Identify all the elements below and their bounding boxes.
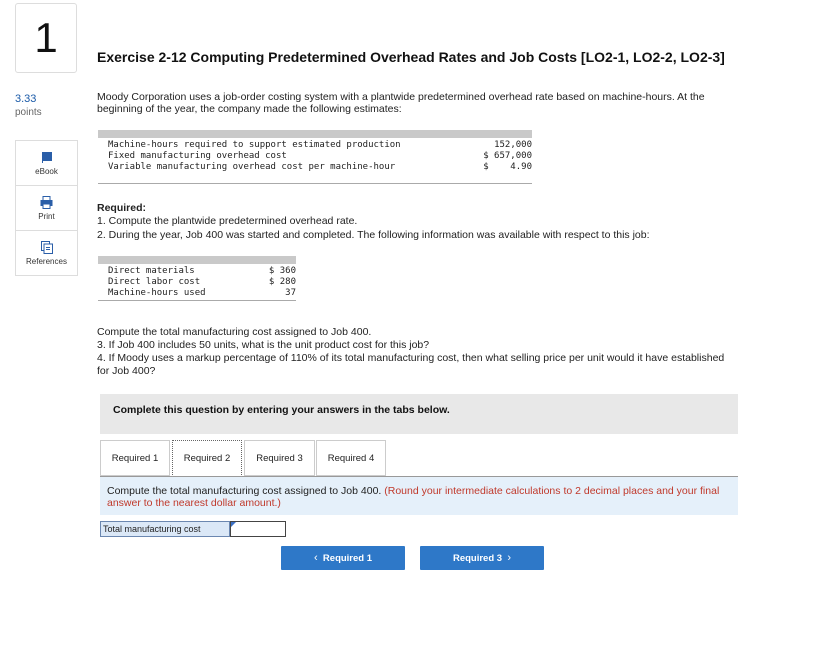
sidebar-item-label: Print	[38, 211, 55, 221]
prev-required-button[interactable]	[281, 546, 405, 570]
sidebar-item-print[interactable]	[16, 186, 77, 231]
table-row	[98, 266, 296, 277]
tab-required-4[interactable]: Required 4	[316, 440, 386, 476]
complete-banner	[100, 394, 738, 434]
table-row	[98, 288, 296, 299]
table-row	[98, 140, 532, 151]
instruction-panel	[100, 477, 738, 515]
sidebar-item-references[interactable]	[16, 231, 77, 275]
requirement-4-line-2: for Job 400?	[97, 365, 156, 377]
table-row	[98, 277, 296, 288]
table-row	[98, 162, 532, 173]
job-value: $ 360	[268, 266, 296, 276]
estimate-label: Machine-hours required to support estimated production	[108, 140, 401, 150]
question-number: 1	[15, 3, 77, 73]
input-flag-icon	[231, 522, 236, 527]
job-value: $ 280	[268, 277, 296, 287]
sidebar-tools	[15, 140, 78, 276]
sidebar-item-label: References	[26, 256, 67, 266]
points-value: 3.33	[15, 93, 37, 105]
requirement-4-line-1: 4. If Moody uses a markup percentage of 110% of its total manufacturing cost, then what selling price per unit would it have established	[97, 352, 725, 364]
tab-required-3[interactable]: Required 3	[244, 440, 315, 476]
estimate-label: Variable manufacturing overhead cost per machine-hour	[108, 162, 396, 172]
job-label: Direct labor cost	[108, 277, 201, 287]
tab-required-2[interactable]: Required 2	[172, 440, 242, 477]
requirement-3: 3. If Job 400 includes 50 units, what is the unit product cost for this job?	[97, 339, 430, 351]
references-icon	[41, 241, 53, 254]
intro-line-2: beginning of the year, the company made the following estimates:	[97, 103, 402, 115]
instruction-text: Compute the total manufacturing cost assigned to Job 400.	[107, 485, 382, 497]
job-table	[98, 256, 296, 301]
next-button-label: Required 3	[452, 553, 503, 564]
book-icon	[41, 151, 53, 164]
job-value: 37	[285, 288, 296, 298]
requirement-1: 1. Compute the plantwide predetermined overhead rate.	[97, 215, 358, 227]
estimate-label: Fixed manufacturing overhead cost	[108, 151, 287, 161]
sidebar-item-ebook[interactable]	[16, 141, 77, 186]
prev-button-label: Required 1	[322, 553, 373, 564]
estimate-value: 152,000	[494, 140, 532, 150]
chevron-left-icon: ‹	[313, 552, 318, 564]
answer-label: Total manufacturing cost	[100, 521, 230, 537]
requirement-2: 2. During the year, Job 400 was started and completed. The following information was available with respect to this job:	[97, 229, 650, 241]
estimate-value: $ 4.90	[483, 162, 532, 172]
chevron-right-icon: ›	[507, 552, 512, 564]
instruction-note: (Round your intermediate calculations to 2 decimal places and your final answer to the nearest dollar amount.)	[107, 485, 720, 509]
points-info	[15, 93, 42, 119]
print-icon	[40, 196, 53, 209]
estimate-value: $ 657,000	[483, 151, 532, 161]
estimates-table	[98, 130, 532, 184]
exercise-title: Exercise 2-12 Computing Predetermined Overhead Rates and Job Costs [LO2-1, LO2-2, LO2-3]	[97, 49, 725, 65]
total-manufacturing-cost-input[interactable]	[230, 521, 286, 537]
compute-line: Compute the total manufacturing cost assigned to Job 400.	[97, 326, 372, 338]
job-label: Machine-hours used	[108, 288, 206, 298]
job-label: Direct materials	[108, 266, 195, 276]
required-heading: Required:	[97, 202, 147, 214]
table-row	[98, 151, 532, 162]
tab-required-1[interactable]: Required 1	[100, 440, 170, 476]
points-label: points	[15, 107, 42, 118]
next-required-button[interactable]	[420, 546, 544, 570]
instruction-text-block	[107, 485, 732, 509]
intro-line-1: Moody Corporation uses a job-order costing system with a plantwide predetermined overhead rate based on machine-hours. At the	[97, 91, 705, 103]
complete-banner-text: Complete this question by entering your answers in the tabs below.	[113, 404, 450, 416]
sidebar-item-label: eBook	[35, 166, 58, 176]
